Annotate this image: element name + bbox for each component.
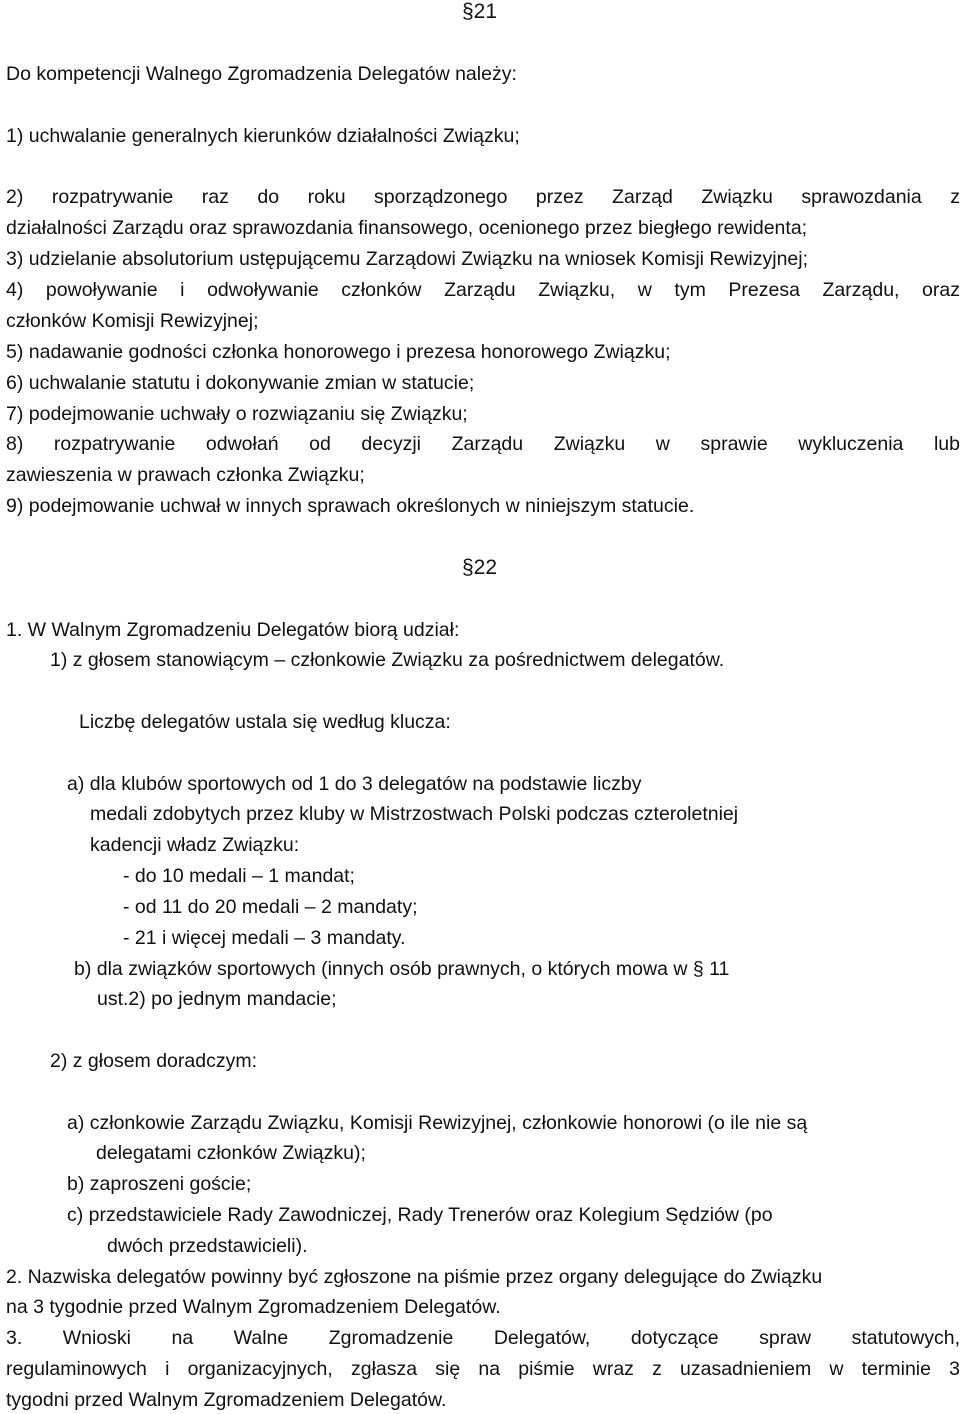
dash-item: - od 11 do 20 medali – 2 mandaty; bbox=[123, 896, 418, 918]
list-item-continuation: delegatami członków Związku); bbox=[96, 1142, 366, 1164]
list-item: a) członkowie Zarządu Związku, Komisji Rewizyjnej, członkowie honorowi (o ile nie są bbox=[67, 1112, 808, 1134]
paragraph-point: 2. Nazwiska delegatów powinny być zgłoszone na piśmie przez organy delegujące do Związku bbox=[6, 1266, 823, 1288]
list-item: 8) rozpatrywanie odwołań od decyzji Zarządu Związku w sprawie wykluczenia lub bbox=[6, 433, 960, 455]
list-item-continuation: członków Komisji Rewizyjnej; bbox=[6, 310, 259, 332]
list-item: 1) uchwalanie generalnych kierunków działalności Związku; bbox=[6, 125, 520, 147]
list-item-continuation: działalności Zarządu oraz sprawozdania finansowego, ocenionego przez biegłego rewidenta; bbox=[6, 217, 808, 239]
list-item: 6) uchwalanie statutu i dokonywanie zmian w statucie; bbox=[6, 372, 475, 394]
list-item-continuation: kadencji władz Związku: bbox=[90, 834, 300, 856]
list-item: c) przedstawiciele Rady Zawodniczej, Rady Trenerów oraz Kolegium Sędziów (po bbox=[67, 1204, 773, 1226]
paragraph-intro: Do kompetencji Walnego Zgromadzenia Delegatów należy: bbox=[6, 63, 517, 85]
list-item: 7) podejmowanie uchwały o rozwiązaniu się Związku; bbox=[6, 403, 468, 425]
section-heading-22: §22 bbox=[462, 556, 498, 579]
list-item-continuation: zawieszenia w prawach członka Związku; bbox=[6, 464, 365, 486]
paragraph-continuation: regulaminowych i organizacyjnych, zgłasza się na piśmie wraz z uzasadnieniem w terminie 3 bbox=[6, 1358, 960, 1380]
list-item: b) dla związków sportowych (innych osób prawnych, o których mowa w § 11 bbox=[74, 958, 730, 980]
list-item-continuation: ust.2) po jednym mandacie; bbox=[97, 988, 337, 1010]
list-item: a) dla klubów sportowych od 1 do 3 delegatów na podstawie liczby bbox=[67, 773, 642, 795]
list-item-continuation: medali zdobytych przez kluby w Mistrzostwach Polski podczas czteroletniej bbox=[90, 803, 739, 825]
dash-item: - do 10 medali – 1 mandat; bbox=[123, 865, 355, 887]
paragraph: Liczbę delegatów ustala się według klucza: bbox=[79, 711, 451, 733]
paragraph-point: 1. W Walnym Zgromadzeniu Delegatów biorą udział: bbox=[6, 619, 460, 641]
list-item: 2) rozpatrywanie raz do roku sporządzonego przez Zarząd Związku sprawozdania z bbox=[6, 186, 960, 208]
dash-item: - 21 i więcej medali – 3 mandaty. bbox=[123, 927, 406, 949]
list-item: 2) z głosem doradczym: bbox=[50, 1050, 257, 1072]
section-heading-21: §21 bbox=[462, 0, 498, 23]
list-item: 3) udzielanie absolutorium ustępującemu Zarządowi Związku na wniosek Komisji Rewizyjnej; bbox=[6, 248, 809, 270]
list-item-continuation: dwóch przedstawicieli). bbox=[107, 1235, 308, 1257]
paragraph-point: 3. Wnioski na Walne Zgromadzenie Delegatów, dotyczące spraw statutowych, bbox=[6, 1327, 960, 1349]
list-item: 5) nadawanie godności członka honorowego i prezesa honorowego Związku; bbox=[6, 341, 671, 363]
list-item: 4) powoływanie i odwoływanie członków Zarządu Związku, w tym Prezesa Zarządu, oraz bbox=[6, 279, 960, 301]
paragraph-continuation: tygodni przed Walnym Zgromadzeniem Delegatów. bbox=[6, 1389, 447, 1411]
list-item: b) zaproszeni goście; bbox=[67, 1173, 252, 1195]
paragraph-continuation: na 3 tygodnie przed Walnym Zgromadzeniem Delegatów. bbox=[6, 1296, 501, 1318]
list-item: 9) podejmowanie uchwał w innych sprawach określonych w niniejszym statucie. bbox=[6, 495, 695, 517]
list-item: 1) z głosem stanowiącym – członkowie Związku za pośrednictwem delegatów. bbox=[50, 649, 725, 671]
